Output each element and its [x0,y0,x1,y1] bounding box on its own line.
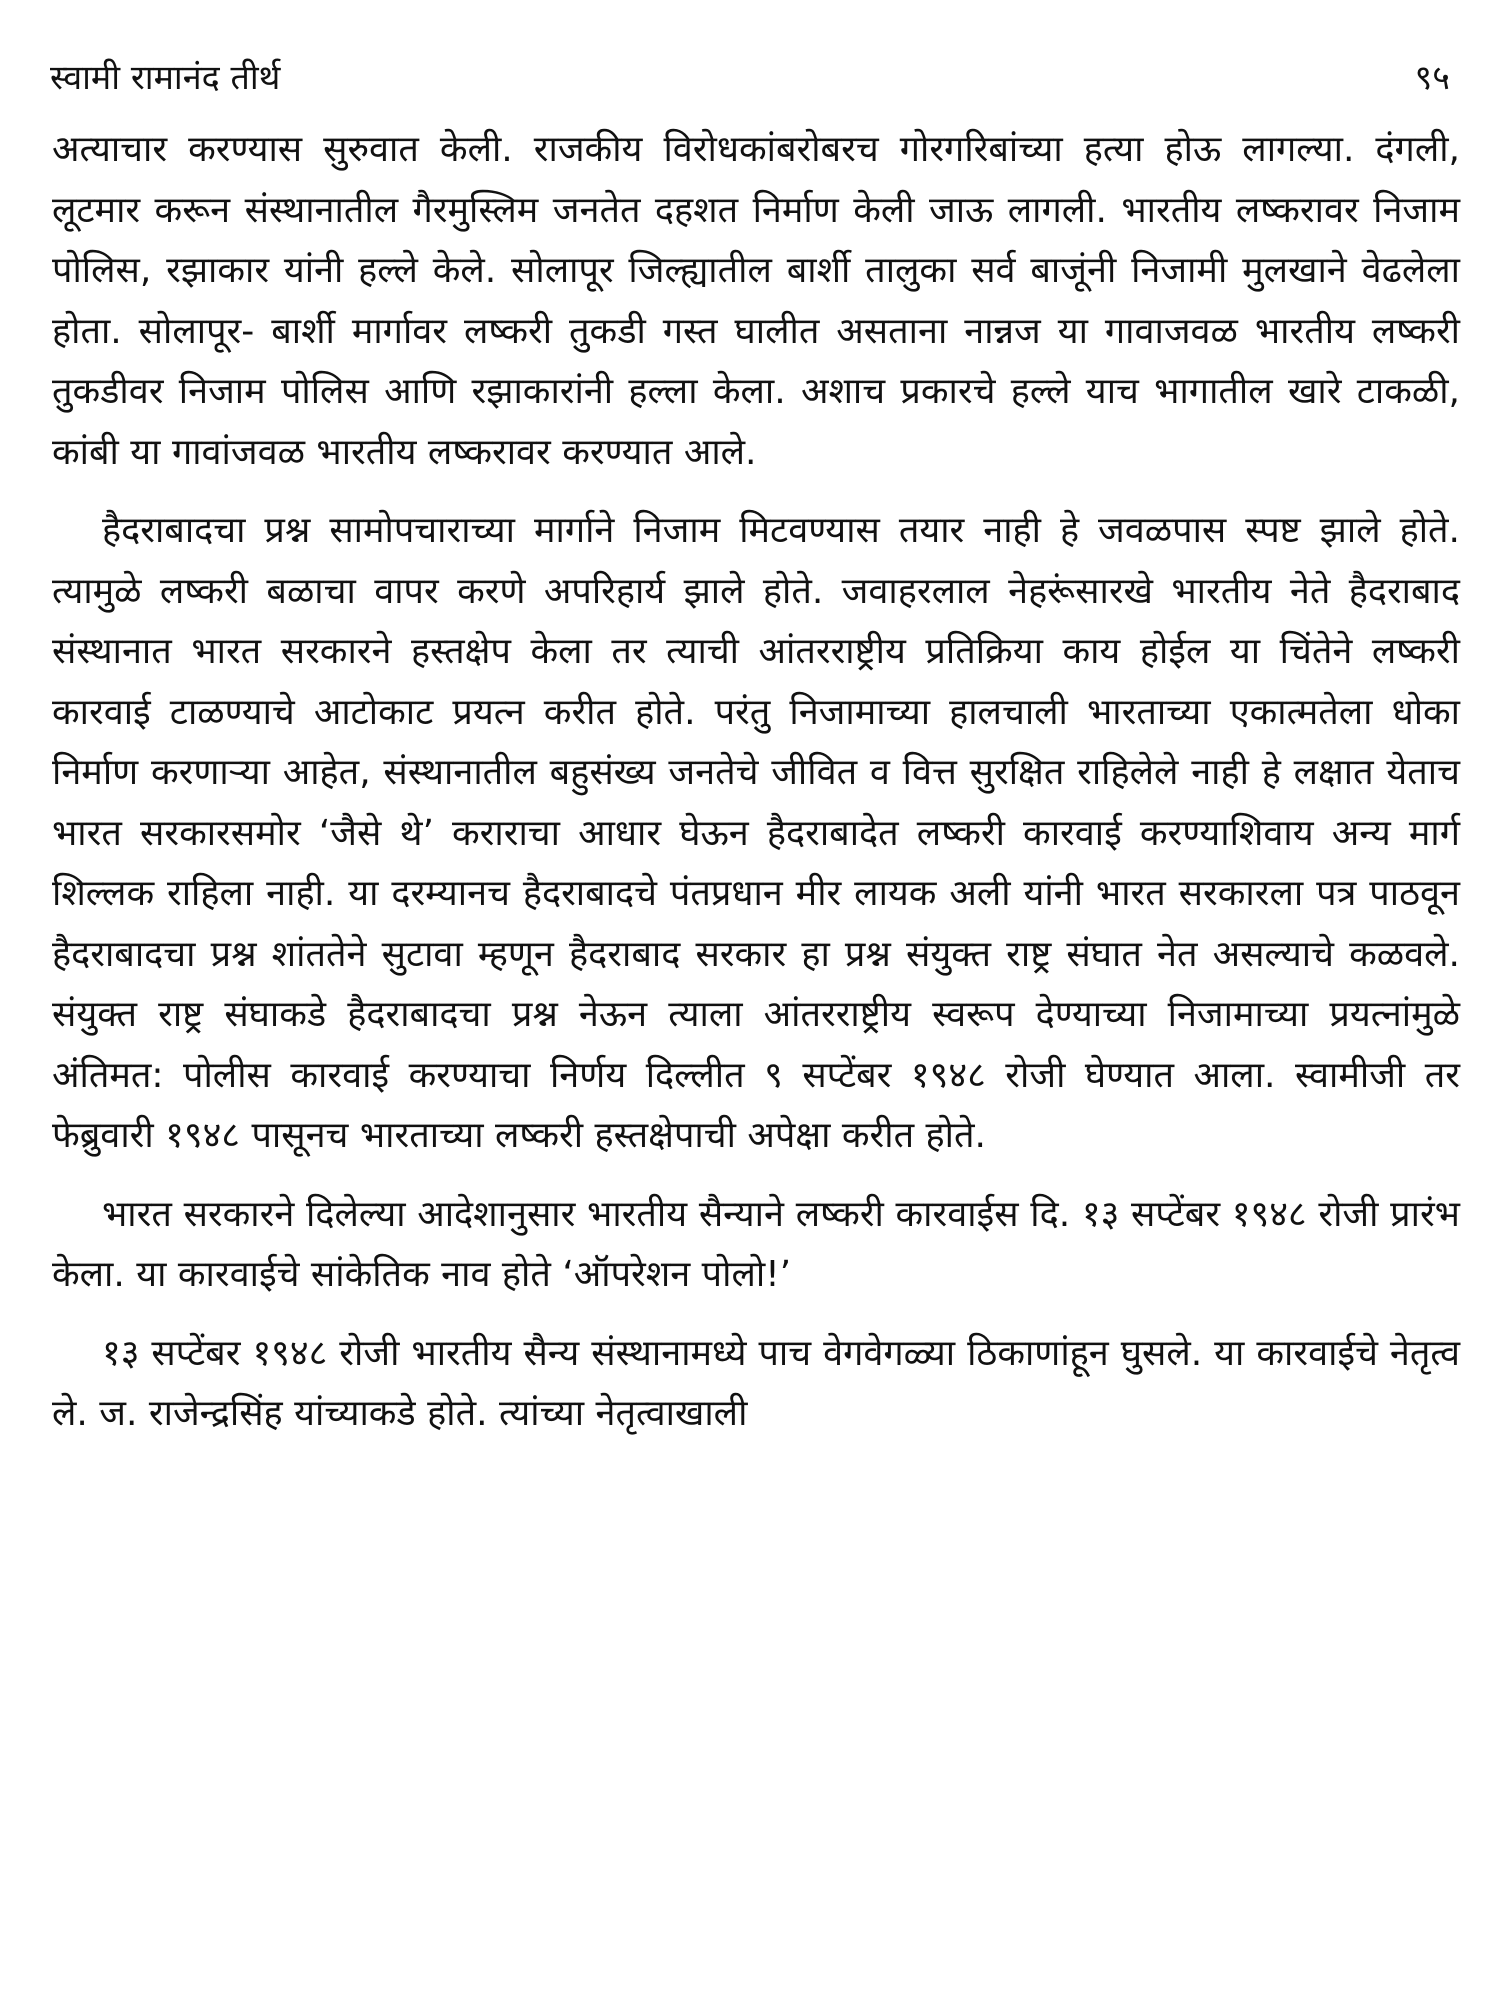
paragraph: हैदराबादचा प्रश्न सामोपचाराच्या मार्गाने निजाम मिटवण्यास तयार नाही हे जवळपास स्पष्ट झाले होते. त्यामुळे लष्करी बळाचा वापर करणे अपरिहार्य झाले होते. जवाहरलाल नेहरूंसारखे भारतीय नेते हैदराबाद संस्थानात भारत सरकारने हस्तक्षेप केला तर त्याची आंतरराष्ट्रीय प्रतिक्रिया काय होईल या चिंतेने लष्करी कारवाई टाळण्याचे आटोकाट प्रयत्न करीत होते. परंतु निजामाच्या हालचाली भारताच्या एकात्मतेला धोका निर्माण करणाऱ्या आहेत, संस्थानातील बहुसंख्य जनतेचे जीवित व वित्त सुरक्षित राहिलेले नाही हे लक्षात येताच भारत सरकारसमोर ‘जैसे थे’ कराराचा आधार घेऊन हैदराबादेत लष्करी कारवाई करण्याशिवाय अन्य मार्ग शिल्लक राहिला नाही. या दरम्यानच हैदराबादचे पंतप्रधान मीर लायक अली यांनी भारत सरकारला पत्र पाठवून हैदराबादचा प्रश्न शांततेने सुटावा म्हणून हैदराबाद सरकार हा प्रश्न संयुक्त राष्ट्र संघात नेत असल्याचे कळवले. संयुक्त राष्ट्र संघाकडे हैदराबादचा प्रश्न नेऊन त्याला आंतरराष्ट्रीय स्वरूप देण्याच्या निजामाच्या प्रयत्नांमुळे अंतिमत: पोलीस कारवाई करण्याचा निर्णय दिल्लीत ९ सप्टेंबर १९४८ रोजी घेण्यात आला. स्वामीजी तर फेब्रुवारी १९४८ पासूनच भारताच्या लष्करी हस्तक्षेपाची अपेक्षा करीत होते. [52,510,1460,1156]
paragraph-continued: अत्याचार करण्यास सुरुवात केली. राजकीय विरोधकांबरोबरच गोरगरिबांच्या हत्या होऊ लागल्या. दंगली, लूटमार करून संस्थानातील गैरमुस्लिम जनतेत दहशत निर्माण केली जाऊ लागली. भारतीय लष्करावर निजाम पोलिस, रझाकार यांनी हल्ले केले. सोलापूर जिल्ह्यातील बार्शी तालुका सर्व बाजूंनी निजामी मुलखाने वेढलेला होता. सोलापूर- बार्शी मार्गावर लष्करी तुकडी गस्त घालीत असताना नान्नज या गावाजवळ भारतीय लष्करी तुकडीवर निजाम पोलिस आणि रझाकारांनी हल्ला केला. अशाच प्रकारचे हल्ले याच भागातील खारे टाकळी, कांबी या गावांजवळ भारतीय लष्करावर करण्यात आले. [52,129,1460,473]
body-text [52,120,1460,1445]
page-number: ९५ [1414,58,1450,98]
running-header [50,48,1450,108]
paragraph: १३ सप्टेंबर १९४८ रोजी भारतीय सैन्य संस्थानामध्ये पाच वेगवेगळ्या ठिकाणांहून घुसले. या कारवाईचे नेतृत्व ले. ज. राजेन्द्रसिंह यांच्याकडे होते. त्यांच्या नेतृत्वाखाली [52,1332,1460,1434]
paragraph: भारत सरकारने दिलेल्या आदेशानुसार भारतीय सैन्याने लष्करी कारवाईस दि. १३ सप्टेंबर १९४८ रोजी प्रारंभ केला. या कारवाईचे सांकेतिक नाव होते ‘ऑपरेशन पोलो!’ [52,1193,1460,1295]
running-header-title: स्वामी रामानंद तीर्थ [50,58,281,98]
